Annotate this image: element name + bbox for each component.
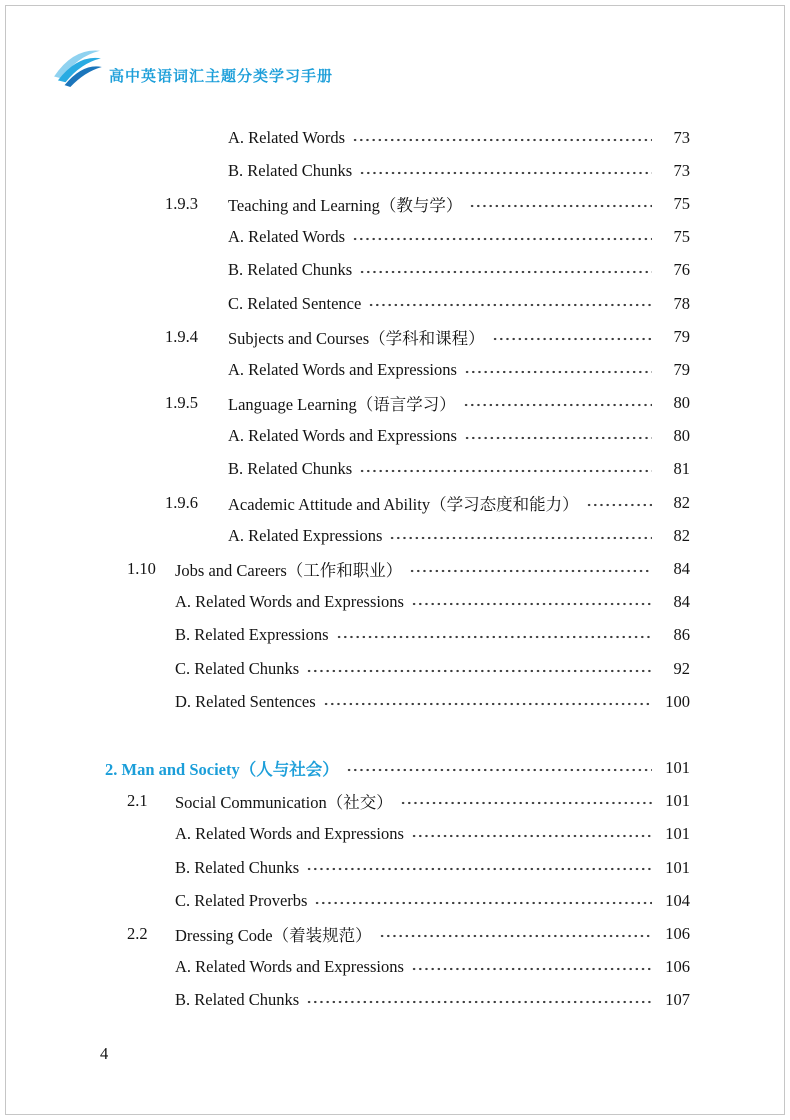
dot-leader	[359, 254, 652, 287]
toc-row	[100, 652, 690, 685]
toc-page-number: 82	[673, 492, 690, 512]
toc-entry-label: B. Related Chunks	[175, 857, 300, 877]
toc-page-number: 106	[665, 923, 690, 943]
toc-entry-label: A. Related Expressions	[228, 525, 383, 545]
dot-leader	[409, 552, 652, 585]
toc-page-number: 76	[673, 260, 690, 280]
dot-leader	[463, 387, 652, 420]
toc-row	[100, 586, 690, 619]
toc-row	[100, 519, 690, 552]
page-header	[52, 46, 333, 88]
toc-page-number: 101	[665, 824, 690, 844]
toc-page-number: 75	[673, 193, 690, 213]
dot-leader	[336, 619, 652, 652]
toc-row	[100, 453, 690, 486]
dot-leader	[359, 154, 652, 187]
toc-row	[100, 420, 690, 453]
dot-leader	[306, 851, 652, 884]
toc-page-number: 107	[665, 990, 690, 1010]
toc-entry-number: 2.1	[127, 791, 148, 811]
toc-row	[100, 818, 690, 851]
dot-leader	[464, 353, 652, 386]
dot-leader	[352, 221, 652, 254]
book-title: 高中英语词汇主题分类学习手册	[109, 68, 334, 85]
toc-page-number: 106	[665, 957, 690, 977]
dot-leader	[411, 818, 652, 851]
toc-row	[100, 154, 690, 187]
toc-row	[100, 751, 690, 784]
toc-page-number: 101	[665, 791, 690, 811]
toc-entry-label: Dressing Code（着装规范）	[175, 925, 372, 945]
toc-page-number: 73	[673, 160, 690, 180]
toc-entry-number: 1.10	[127, 559, 156, 579]
toc-row	[100, 287, 690, 320]
toc-row	[100, 619, 690, 652]
toc-page-number: 84	[673, 559, 690, 579]
toc-entry-label: A. Related Words and Expressions	[175, 592, 404, 612]
toc-row	[100, 851, 690, 884]
toc-entry-label: A. Related Words	[228, 127, 346, 147]
dot-leader	[411, 951, 652, 984]
toc-row	[100, 254, 690, 287]
toc-entry-label: A. Related Words and Expressions	[228, 426, 457, 446]
toc-row	[100, 486, 690, 519]
toc-entry-number: 1.9.3	[165, 193, 198, 213]
dot-leader	[323, 685, 652, 718]
toc-page-number: 75	[673, 227, 690, 247]
toc-row	[100, 884, 690, 917]
dot-leader	[314, 884, 652, 917]
toc-entry-label: B. Related Chunks	[228, 459, 353, 479]
toc-page-number: 81	[673, 459, 690, 479]
toc-row	[100, 221, 690, 254]
dot-leader	[306, 652, 652, 685]
toc-page-number: 92	[673, 658, 690, 678]
page-number-folio: 4	[100, 1044, 109, 1063]
toc-entry-number: 1.9.5	[165, 393, 198, 413]
toc-entry-label: B. Related Chunks	[175, 990, 300, 1010]
toc-page-number: 79	[673, 359, 690, 379]
dot-leader	[389, 519, 652, 552]
toc-page-number: 84	[673, 592, 690, 612]
toc-page-number: 80	[673, 426, 690, 446]
toc-entry-label: A. Related Words	[228, 227, 346, 247]
toc	[100, 121, 690, 1017]
toc-page-number: 80	[673, 393, 690, 413]
toc-entry-label: A. Related Words and Expressions	[175, 957, 404, 977]
toc-row	[100, 917, 690, 950]
dot-leader	[306, 984, 652, 1017]
toc-row	[100, 187, 690, 220]
dot-leader	[492, 320, 652, 353]
toc-entry-label: Teaching and Learning（教与学）	[228, 195, 463, 215]
toc-row	[100, 320, 690, 353]
publisher-logo-icon	[52, 46, 102, 88]
toc-row	[100, 121, 690, 154]
toc-entry-label: 2. Man and Society（人与社会）	[105, 759, 339, 779]
toc-entry-label: C. Related Proverbs	[175, 890, 308, 910]
dot-leader	[464, 420, 652, 453]
toc-page-number: 78	[673, 293, 690, 313]
toc-entry-label: C. Related Chunks	[175, 658, 300, 678]
toc-row	[100, 951, 690, 984]
toc-entry-label: Jobs and Careers（工作和职业）	[175, 561, 403, 581]
dot-leader	[368, 287, 652, 320]
toc-entry-label: D. Related Sentences	[175, 691, 316, 711]
toc-row	[100, 785, 690, 818]
toc-page-number: 82	[673, 525, 690, 545]
dot-leader	[469, 187, 652, 220]
toc-entry-label: A. Related Words and Expressions	[175, 824, 404, 844]
toc-page-number: 101	[665, 757, 690, 777]
dot-leader	[359, 453, 652, 486]
toc-page-number: 100	[665, 691, 690, 711]
dot-leader	[586, 486, 652, 519]
toc-row	[100, 685, 690, 718]
toc-row	[100, 552, 690, 585]
toc-entry-number: 1.9.6	[165, 492, 198, 512]
toc-entry-label: Social Communication（社交）	[175, 793, 393, 813]
dot-leader	[352, 121, 652, 154]
toc-row	[100, 387, 690, 420]
dot-leader	[379, 917, 652, 950]
toc-entry-label: Subjects and Courses（学科和课程）	[228, 328, 485, 348]
toc-entry-label: B. Related Chunks	[228, 160, 353, 180]
toc-entry-number: 1.9.4	[165, 326, 198, 346]
toc-entry-label: A. Related Words and Expressions	[228, 359, 457, 379]
toc-entry-label: B. Related Expressions	[175, 625, 329, 645]
toc-entry-label: B. Related Chunks	[228, 260, 353, 280]
dot-leader	[346, 751, 652, 784]
toc-row	[100, 353, 690, 386]
toc-page-number: 101	[665, 857, 690, 877]
toc-page-number: 73	[673, 127, 690, 147]
toc-page-number: 86	[673, 625, 690, 645]
toc-row	[100, 984, 690, 1017]
toc-entry-label: Language Learning（语言学习）	[228, 395, 456, 415]
toc-entry-number: 2.2	[127, 923, 148, 943]
dot-leader	[400, 785, 652, 818]
toc-entry-label: C. Related Sentence	[228, 293, 362, 313]
dot-leader	[411, 586, 652, 619]
toc-entry-label: Academic Attitude and Ability（学习态度和能力）	[228, 494, 579, 514]
toc-page-number: 104	[665, 890, 690, 910]
toc-page-number: 79	[673, 326, 690, 346]
